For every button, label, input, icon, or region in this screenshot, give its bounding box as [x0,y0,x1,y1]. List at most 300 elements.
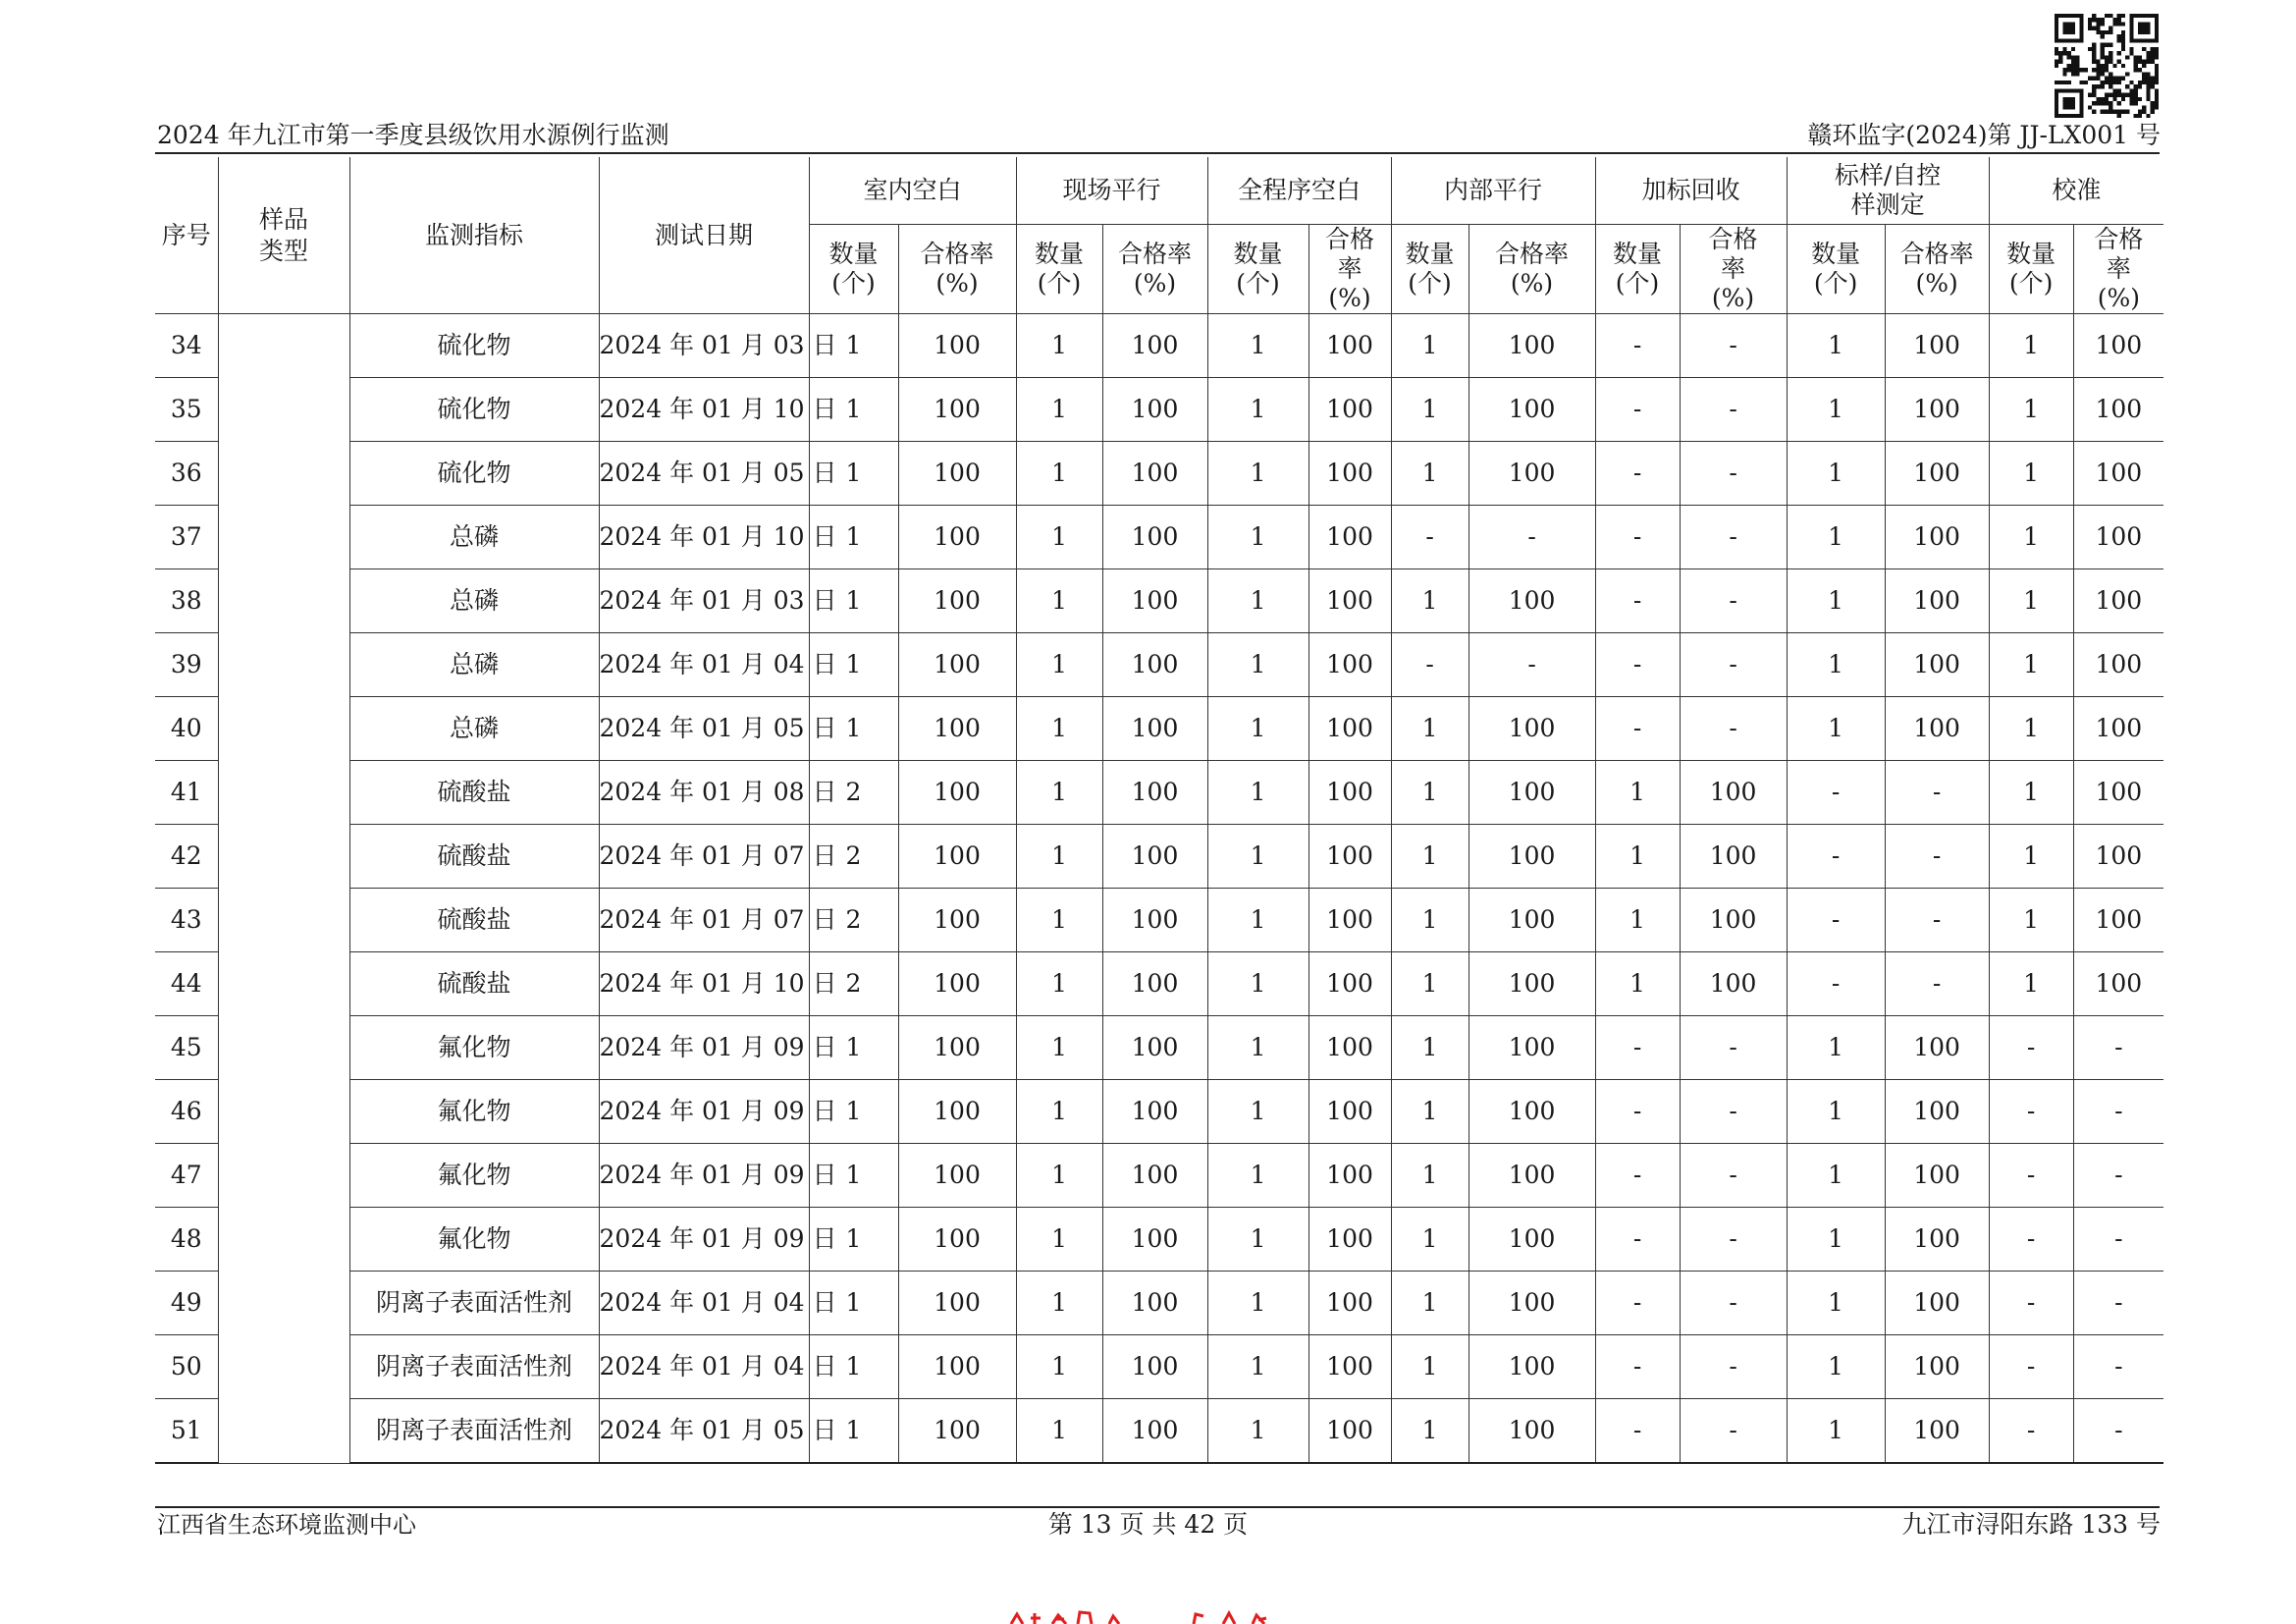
cell-standard-sample-rate: - [1885,761,1989,825]
cell-spike-recovery-count: - [1595,506,1680,569]
cell-seq: 38 [155,569,218,633]
subheader-rate-text: 合格率(%) [1495,240,1570,298]
cell-calibration-count: - [1989,1272,2073,1335]
cell-spike-recovery-count: - [1595,1208,1680,1272]
cell-full-blank-count: 1 [1207,1016,1308,1080]
cell-internal-parallel-count: 1 [1391,442,1468,506]
subheader-count-text: 数量(个) [2006,240,2056,298]
cell-spike-recovery-rate: - [1680,1399,1787,1464]
cell-field-parallel-rate: 100 [1102,1335,1207,1399]
cell-full-blank-rate: 100 [1308,506,1391,569]
cell-spike-recovery-rate: - [1680,1272,1787,1335]
cell-standard-sample-count: 1 [1787,1399,1885,1464]
cell-internal-parallel-count: 1 [1391,314,1468,378]
cell-internal-parallel-count: 1 [1391,569,1468,633]
cell-lab-blank-count: 1 [809,314,898,378]
cell-calibration-count: - [1989,1144,2073,1208]
cell-calibration-count: 1 [1989,506,2073,569]
cell-full-blank-rate: 100 [1308,889,1391,952]
cell-full-blank-rate: 100 [1308,1080,1391,1144]
cell-indicator: 总磷 [349,633,599,697]
subheader-lab-blank-rate [898,225,1016,314]
cell-standard-sample-count: - [1787,825,1885,889]
cell-standard-sample-count: - [1787,761,1885,825]
cell-field-parallel-count: 1 [1016,1080,1102,1144]
cell-full-blank-rate: 100 [1308,1335,1391,1399]
cell-lab-blank-rate: 100 [898,1144,1016,1208]
cell-seq: 37 [155,506,218,569]
cell-standard-sample-count: 1 [1787,506,1885,569]
subheader-count-text: 数量(个) [1811,240,1861,298]
cell-field-parallel-rate: 100 [1102,952,1207,1016]
cell-lab-blank-count: 2 [809,952,898,1016]
cell-full-blank-count: 1 [1207,1399,1308,1464]
cell-lab-blank-count: 2 [809,825,898,889]
cell-full-blank-count: 1 [1207,1335,1308,1399]
cell-calibration-rate: - [2073,1272,2163,1335]
cell-field-parallel-rate: 100 [1102,633,1207,697]
cell-field-parallel-rate: 100 [1102,761,1207,825]
cell-internal-parallel-rate: 100 [1468,1144,1595,1208]
cell-lab-blank-rate: 100 [898,314,1016,378]
cell-lab-blank-count: 1 [809,697,898,761]
cell-calibration-count: 1 [1989,314,2073,378]
cell-internal-parallel-count: 1 [1391,378,1468,442]
cell-lab-blank-count: 1 [809,569,898,633]
cell-standard-sample-rate: 100 [1885,1335,1989,1399]
cell-internal-parallel-count: 1 [1391,761,1468,825]
cell-lab-blank-count: 2 [809,889,898,952]
header-group-lab-blank: 室内空白 [809,157,1016,225]
header-group-internal-parallel: 内部平行 [1391,157,1595,225]
cell-indicator: 硫酸盐 [349,761,599,825]
seal-stamp-icon [1001,1610,1315,1624]
cell-seq: 36 [155,442,218,506]
cell-indicator: 阴离子表面活性剂 [349,1272,599,1335]
cell-lab-blank-count: 1 [809,1399,898,1464]
cell-date: 2024 年 01 月 08 日 [599,761,809,825]
table-row [155,825,2163,889]
cell-lab-blank-rate: 100 [898,569,1016,633]
cell-spike-recovery-rate: 100 [1680,825,1787,889]
cell-calibration-rate: - [2073,1144,2163,1208]
cell-date: 2024 年 01 月 10 日 [599,952,809,1016]
cell-lab-blank-count: 1 [809,633,898,697]
cell-field-parallel-count: 1 [1016,1335,1102,1399]
cell-internal-parallel-rate: - [1468,633,1595,697]
table-row [155,952,2163,1016]
cell-lab-blank-count: 1 [809,1080,898,1144]
cell-lab-blank-rate: 100 [898,697,1016,761]
cell-field-parallel-count: 1 [1016,1016,1102,1080]
table-row [155,1080,2163,1144]
cell-indicator: 阴离子表面活性剂 [349,1335,599,1399]
cell-calibration-rate: 100 [2073,506,2163,569]
cell-full-blank-rate: 100 [1308,1272,1391,1335]
cell-field-parallel-count: 1 [1016,506,1102,569]
cell-spike-recovery-rate: - [1680,1080,1787,1144]
cell-spike-recovery-count: - [1595,1016,1680,1080]
cell-full-blank-rate: 100 [1308,1399,1391,1464]
table-row [155,1208,2163,1272]
subheader-rate-text: 合格率(%) [920,240,994,298]
cell-spike-recovery-count: - [1595,1080,1680,1144]
cell-field-parallel-rate: 100 [1102,1399,1207,1464]
cell-seq: 44 [155,952,218,1016]
cell-internal-parallel-count: - [1391,633,1468,697]
cell-spike-recovery-rate: - [1680,442,1787,506]
cell-field-parallel-count: 1 [1016,952,1102,1016]
cell-spike-recovery-count: - [1595,314,1680,378]
table-row [155,569,2163,633]
subheader-spike-recovery-rate [1680,225,1787,314]
cell-field-parallel-rate: 100 [1102,569,1207,633]
cell-field-parallel-rate: 100 [1102,1208,1207,1272]
cell-internal-parallel-rate: 100 [1468,825,1595,889]
cell-full-blank-count: 1 [1207,697,1308,761]
cell-spike-recovery-count: - [1595,569,1680,633]
cell-full-blank-count: 1 [1207,569,1308,633]
cell-field-parallel-rate: 100 [1102,378,1207,442]
cell-lab-blank-rate: 100 [898,506,1016,569]
cell-lab-blank-rate: 100 [898,1272,1016,1335]
cell-internal-parallel-count: 1 [1391,1144,1468,1208]
cell-field-parallel-rate: 100 [1102,1016,1207,1080]
cell-spike-recovery-count: 1 [1595,952,1680,1016]
table-row [155,1399,2163,1464]
cell-calibration-count: 1 [1989,952,2073,1016]
cell-spike-recovery-rate: - [1680,1016,1787,1080]
report-title: 2024 年九江市第一季度县级饮用水源例行监测 [157,121,669,149]
cell-field-parallel-rate: 100 [1102,889,1207,952]
cell-internal-parallel-rate: 100 [1468,889,1595,952]
subheader-rate-text: 合格率(%) [1899,240,1974,298]
quality-control-table [155,157,2163,1464]
cell-full-blank-count: 1 [1207,952,1308,1016]
subheader-full-blank-rate [1308,225,1391,314]
cell-standard-sample-rate: 100 [1885,697,1989,761]
header-group-full-blank: 全程序空白 [1207,157,1391,225]
header-divider [155,152,2160,154]
cell-indicator: 氟化物 [349,1208,599,1272]
cell-calibration-rate: 100 [2073,889,2163,952]
cell-date: 2024 年 01 月 05 日 [599,697,809,761]
cell-lab-blank-count: 1 [809,1272,898,1335]
cell-indicator: 氟化物 [349,1144,599,1208]
header-group-calibration: 校准 [1989,157,2163,225]
cell-internal-parallel-rate: 100 [1468,1399,1595,1464]
footer-organization: 江西省生态环境监测中心 [157,1511,416,1539]
cell-spike-recovery-rate: - [1680,1335,1787,1399]
cell-lab-blank-rate: 100 [898,1208,1016,1272]
cell-internal-parallel-count: 1 [1391,1016,1468,1080]
cell-lab-blank-rate: 100 [898,1080,1016,1144]
cell-indicator: 氟化物 [349,1016,599,1080]
cell-field-parallel-count: 1 [1016,633,1102,697]
cell-indicator: 硫酸盐 [349,825,599,889]
cell-lab-blank-count: 1 [809,1208,898,1272]
cell-spike-recovery-count: - [1595,1335,1680,1399]
cell-standard-sample-rate: - [1885,952,1989,1016]
cell-indicator: 硫化物 [349,314,599,378]
cell-internal-parallel-count: - [1391,506,1468,569]
cell-internal-parallel-count: 1 [1391,1080,1468,1144]
cell-internal-parallel-rate: 100 [1468,1272,1595,1335]
cell-spike-recovery-rate: 100 [1680,761,1787,825]
cell-spike-recovery-count: - [1595,378,1680,442]
cell-standard-sample-rate: 100 [1885,569,1989,633]
cell-full-blank-rate: 100 [1308,442,1391,506]
cell-internal-parallel-rate: 100 [1468,314,1595,378]
cell-internal-parallel-count: 1 [1391,1335,1468,1399]
cell-lab-blank-count: 1 [809,1335,898,1399]
cell-standard-sample-rate: 100 [1885,1016,1989,1080]
cell-lab-blank-count: 1 [809,1016,898,1080]
cell-field-parallel-count: 1 [1016,889,1102,952]
cell-full-blank-count: 1 [1207,1080,1308,1144]
cell-calibration-count: 1 [1989,442,2073,506]
subheader-count-text: 数量(个) [1613,240,1663,298]
cell-full-blank-count: 1 [1207,442,1308,506]
cell-full-blank-rate: 100 [1308,314,1391,378]
subheader-rate-text: 合格率(%) [1325,225,1375,312]
cell-seq: 41 [155,761,218,825]
cell-spike-recovery-rate: 100 [1680,889,1787,952]
cell-standard-sample-count: 1 [1787,1144,1885,1208]
cell-internal-parallel-rate: 100 [1468,1335,1595,1399]
table-row [155,378,2163,442]
cell-lab-blank-rate: 100 [898,952,1016,1016]
cell-calibration-count: 1 [1989,697,2073,761]
cell-lab-blank-rate: 100 [898,1335,1016,1399]
cell-full-blank-count: 1 [1207,314,1308,378]
cell-full-blank-count: 1 [1207,889,1308,952]
table-row [155,506,2163,569]
cell-seq: 46 [155,1080,218,1144]
subheader-field-parallel-count [1016,225,1102,314]
cell-full-blank-rate: 100 [1308,1016,1391,1080]
cell-spike-recovery-rate: - [1680,1144,1787,1208]
subheader-standard-sample-count [1787,225,1885,314]
cell-standard-sample-rate: 100 [1885,1208,1989,1272]
table-row [155,1016,2163,1080]
cell-field-parallel-count: 1 [1016,1272,1102,1335]
cell-standard-sample-count: - [1787,952,1885,1016]
cell-calibration-rate: 100 [2073,697,2163,761]
table-row [155,1144,2163,1208]
table-row [155,889,2163,952]
cell-internal-parallel-rate: 100 [1468,569,1595,633]
cell-spike-recovery-count: - [1595,1272,1680,1335]
cell-field-parallel-rate: 100 [1102,1080,1207,1144]
cell-full-blank-rate: 100 [1308,633,1391,697]
cell-calibration-count: - [1989,1016,2073,1080]
cell-seq: 40 [155,697,218,761]
cell-full-blank-rate: 100 [1308,569,1391,633]
cell-seq: 51 [155,1399,218,1464]
cell-date: 2024 年 01 月 09 日 [599,1144,809,1208]
cell-seq: 42 [155,825,218,889]
cell-seq: 35 [155,378,218,442]
table-row [155,442,2163,506]
cell-date: 2024 年 01 月 09 日 [599,1208,809,1272]
subheader-internal-parallel-count [1391,225,1468,314]
cell-full-blank-count: 1 [1207,1144,1308,1208]
subheader-rate-text: 合格率(%) [1118,240,1193,298]
cell-standard-sample-count: 1 [1787,1208,1885,1272]
cell-spike-recovery-rate: - [1680,506,1787,569]
table-row [155,697,2163,761]
subheader-count-text: 数量(个) [1035,240,1085,298]
cell-lab-blank-rate: 100 [898,1399,1016,1464]
cell-calibration-rate: - [2073,1016,2163,1080]
cell-standard-sample-rate: 100 [1885,1144,1989,1208]
cell-lab-blank-rate: 100 [898,633,1016,697]
subheader-field-parallel-rate [1102,225,1207,314]
cell-calibration-rate: 100 [2073,314,2163,378]
cell-calibration-count: 1 [1989,569,2073,633]
cell-spike-recovery-count: - [1595,633,1680,697]
cell-full-blank-count: 1 [1207,1272,1308,1335]
cell-indicator: 硫化物 [349,378,599,442]
cell-internal-parallel-count: 1 [1391,697,1468,761]
cell-calibration-count: - [1989,1080,2073,1144]
cell-full-blank-rate: 100 [1308,952,1391,1016]
cell-date: 2024 年 01 月 05 日 [599,442,809,506]
cell-standard-sample-count: - [1787,889,1885,952]
cell-standard-sample-rate: 100 [1885,442,1989,506]
cell-seq: 50 [155,1335,218,1399]
cell-seq: 47 [155,1144,218,1208]
cell-date: 2024 年 01 月 03 日 [599,314,809,378]
cell-field-parallel-count: 1 [1016,825,1102,889]
subheader-calibration-count [1989,225,2073,314]
cell-spike-recovery-count: - [1595,1399,1680,1464]
header-sample-type [218,157,349,314]
page-number: 第 13 页 共 42 页 [1047,1510,1249,1539]
cell-standard-sample-rate: 100 [1885,506,1989,569]
subheader-count-text: 数量(个) [828,240,879,298]
cell-indicator: 总磷 [349,569,599,633]
subheader-standard-sample-rate [1885,225,1989,314]
cell-standard-sample-rate: 100 [1885,1399,1989,1464]
cell-spike-recovery-rate: - [1680,697,1787,761]
cell-standard-sample-count: 1 [1787,633,1885,697]
header-group-standard-sample-text: 标样/自控样测定 [1834,161,1942,219]
cell-internal-parallel-rate: 100 [1468,952,1595,1016]
cell-spike-recovery-count: - [1595,442,1680,506]
cell-field-parallel-count: 1 [1016,378,1102,442]
cell-internal-parallel-count: 1 [1391,952,1468,1016]
subheader-count-text: 数量(个) [1233,240,1283,298]
header-group-standard-sample [1787,157,1989,225]
cell-field-parallel-count: 1 [1016,569,1102,633]
cell-internal-parallel-rate: 100 [1468,1080,1595,1144]
header-group-spike-recovery: 加标回收 [1595,157,1787,225]
cell-internal-parallel-count: 1 [1391,1208,1468,1272]
cell-indicator: 硫酸盐 [349,952,599,1016]
cell-field-parallel-count: 1 [1016,697,1102,761]
cell-spike-recovery-count: - [1595,1144,1680,1208]
cell-calibration-count: 1 [1989,825,2073,889]
cell-spike-recovery-rate: - [1680,1208,1787,1272]
cell-lab-blank-count: 1 [809,442,898,506]
subheader-lab-blank-count [809,225,898,314]
cell-standard-sample-rate: 100 [1885,378,1989,442]
cell-lab-blank-count: 1 [809,506,898,569]
cell-full-blank-count: 1 [1207,761,1308,825]
cell-full-blank-count: 1 [1207,633,1308,697]
cell-date: 2024 年 01 月 04 日 [599,1272,809,1335]
cell-full-blank-count: 1 [1207,378,1308,442]
cell-spike-recovery-count: - [1595,697,1680,761]
cell-indicator: 总磷 [349,697,599,761]
cell-internal-parallel-count: 1 [1391,889,1468,952]
cell-sample-type [218,314,349,1464]
cell-internal-parallel-rate: 100 [1468,378,1595,442]
cell-field-parallel-rate: 100 [1102,1272,1207,1335]
cell-internal-parallel-rate: 100 [1468,442,1595,506]
cell-standard-sample-count: 1 [1787,378,1885,442]
cell-lab-blank-rate: 100 [898,378,1016,442]
cell-standard-sample-count: 1 [1787,442,1885,506]
cell-indicator: 阴离子表面活性剂 [349,1399,599,1464]
subheader-count-text: 数量(个) [1405,240,1455,298]
table-row [155,633,2163,697]
cell-internal-parallel-count: 1 [1391,825,1468,889]
cell-field-parallel-rate: 100 [1102,1144,1207,1208]
cell-lab-blank-rate: 100 [898,761,1016,825]
cell-date: 2024 年 01 月 07 日 [599,889,809,952]
footer-address: 九江市浔阳东路 133 号 [1901,1510,2161,1539]
cell-internal-parallel-rate: 100 [1468,1016,1595,1080]
cell-lab-blank-rate: 100 [898,442,1016,506]
cell-full-blank-rate: 100 [1308,1144,1391,1208]
cell-standard-sample-rate: - [1885,825,1989,889]
cell-indicator: 总磷 [349,506,599,569]
cell-field-parallel-rate: 100 [1102,442,1207,506]
cell-full-blank-count: 1 [1207,1208,1308,1272]
cell-lab-blank-rate: 100 [898,889,1016,952]
cell-internal-parallel-rate: 100 [1468,697,1595,761]
cell-lab-blank-count: 1 [809,378,898,442]
cell-standard-sample-count: 1 [1787,1335,1885,1399]
cell-standard-sample-count: 1 [1787,697,1885,761]
cell-internal-parallel-count: 1 [1391,1399,1468,1464]
cell-calibration-rate: 100 [2073,378,2163,442]
cell-seq: 45 [155,1016,218,1080]
cell-calibration-rate: 100 [2073,442,2163,506]
cell-full-blank-count: 1 [1207,506,1308,569]
cell-field-parallel-rate: 100 [1102,825,1207,889]
header-sample-type-text: 样品类型 [258,204,308,265]
cell-internal-parallel-rate: 100 [1468,1208,1595,1272]
cell-full-blank-rate: 100 [1308,378,1391,442]
subheader-rate-text: 合格率(%) [2094,225,2144,312]
cell-spike-recovery-rate: - [1680,378,1787,442]
cell-full-blank-rate: 100 [1308,825,1391,889]
cell-field-parallel-count: 1 [1016,442,1102,506]
cell-standard-sample-count: 1 [1787,1272,1885,1335]
cell-calibration-rate: 100 [2073,952,2163,1016]
subheader-calibration-rate [2073,225,2163,314]
cell-standard-sample-rate: 100 [1885,314,1989,378]
cell-calibration-rate: - [2073,1080,2163,1144]
cell-seq: 48 [155,1208,218,1272]
table-row [155,1272,2163,1335]
cell-calibration-rate: - [2073,1335,2163,1399]
cell-calibration-count: - [1989,1208,2073,1272]
